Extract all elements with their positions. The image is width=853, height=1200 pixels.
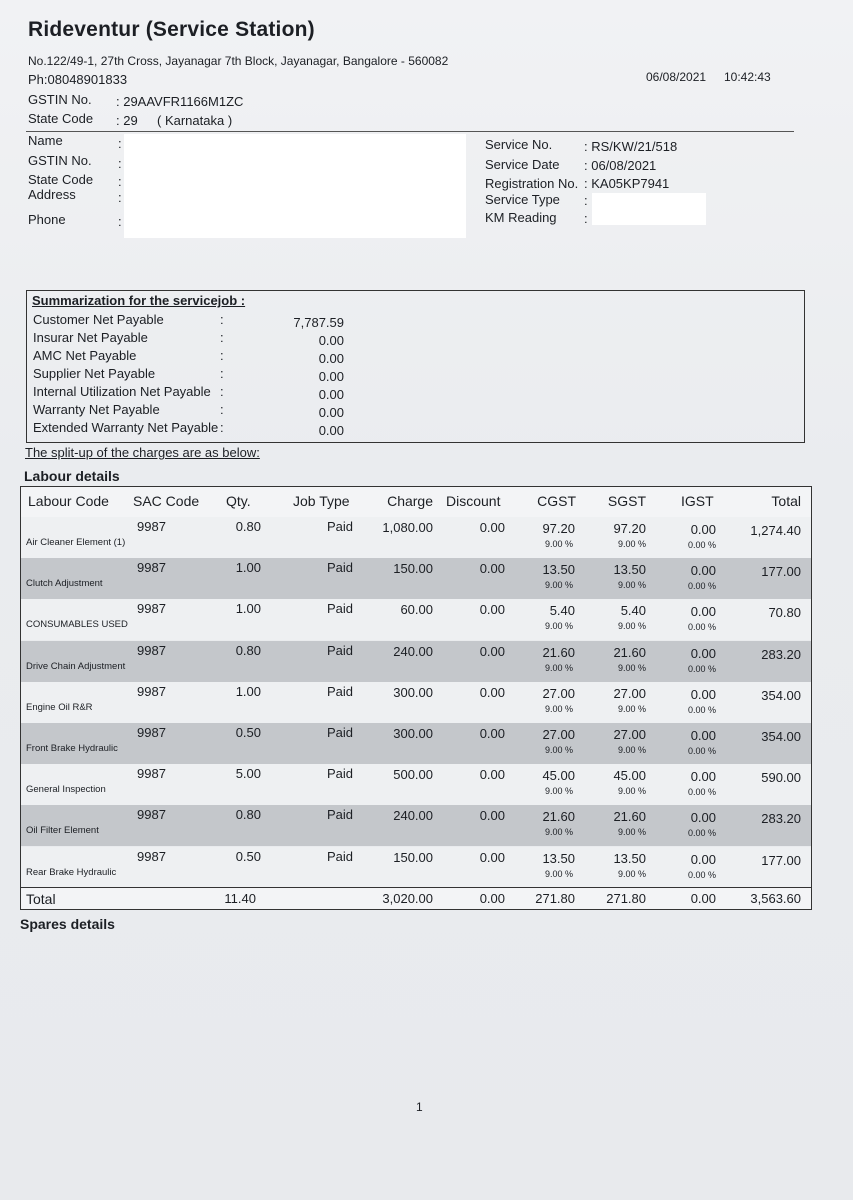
labour-description: Engine Oil R&R bbox=[26, 701, 93, 713]
summary-row-label: Internal Utilization Net Payable bbox=[33, 384, 211, 399]
summary-row-label: Warranty Net Payable bbox=[33, 402, 160, 417]
igst-cell: 0.00 bbox=[690, 810, 716, 826]
charge-cell: 150.00 bbox=[393, 849, 433, 865]
cgst-rate: 9.00 % bbox=[544, 827, 573, 838]
column-header: Total bbox=[771, 493, 801, 509]
km-reading-value: : bbox=[584, 211, 588, 226]
labour-description: Clutch Adjustment bbox=[26, 578, 103, 590]
labour-table-header bbox=[21, 487, 811, 518]
cgst-rate: 9.00 % bbox=[544, 745, 573, 755]
service-type-value: : bbox=[584, 193, 588, 208]
sgst-rate: 9.00 % bbox=[617, 827, 646, 838]
sac-code: 9987 bbox=[137, 560, 166, 576]
sgst-rate: 9.00 % bbox=[617, 745, 646, 755]
sac-code: 9987 bbox=[137, 766, 166, 782]
qty-cell: 1.00 bbox=[235, 683, 261, 699]
sac-code: 9987 bbox=[137, 642, 166, 658]
summary-row-label: Insurar Net Payable bbox=[33, 330, 148, 345]
labour-description: CONSUMABLES USED bbox=[26, 619, 128, 631]
cgst-cell: 45.00 bbox=[542, 768, 575, 784]
summary-row-colon: : bbox=[220, 384, 224, 399]
service-date-label: Service Date bbox=[485, 157, 560, 172]
cgst-rate: 9.00 % bbox=[544, 580, 573, 591]
total-charge: 3,020.00 bbox=[382, 891, 433, 906]
labour-description: Oil Filter Element bbox=[26, 825, 99, 837]
table-row bbox=[21, 599, 811, 640]
cgst-rate: 9.00 % bbox=[544, 539, 573, 549]
labour-description: Front Brake Hydraulic bbox=[26, 743, 118, 754]
cgst-rate: 9.00 % bbox=[544, 868, 573, 879]
summary-row-label: Supplier Net Payable bbox=[33, 366, 156, 381]
cgst-rate: 9.00 % bbox=[544, 703, 573, 714]
colon: : bbox=[118, 156, 122, 171]
labour-details-title: Labour details bbox=[24, 468, 120, 484]
cgst-rate: 9.00 % bbox=[544, 786, 573, 797]
qty-cell: 0.50 bbox=[235, 848, 261, 864]
sgst-rate: 9.00 % bbox=[617, 539, 646, 549]
table-row bbox=[21, 517, 811, 558]
charge-cell: 300.00 bbox=[393, 684, 433, 700]
sgst-rate: 9.00 % bbox=[617, 580, 646, 591]
redacted-customer-details bbox=[124, 134, 466, 238]
charge-cell: 240.00 bbox=[393, 808, 433, 824]
job-type-cell: Paid bbox=[326, 601, 353, 617]
qty-cell: 1.00 bbox=[235, 601, 261, 617]
total-cell: 590.00 bbox=[761, 770, 801, 786]
column-header: Job Type bbox=[293, 493, 350, 509]
job-type-cell: Paid bbox=[326, 683, 353, 699]
table-row bbox=[21, 723, 811, 764]
state-code-label: State Code bbox=[28, 111, 94, 126]
igst-rate: 0.00 % bbox=[687, 869, 716, 880]
service-no-value: : RS/KW/21/518 bbox=[584, 139, 678, 154]
charge-cell: 150.00 bbox=[393, 561, 433, 577]
cgst-cell: 27.00 bbox=[542, 727, 575, 742]
cgst-cell: 27.00 bbox=[542, 685, 575, 701]
sgst-cell: 5.40 bbox=[620, 603, 646, 619]
table-row bbox=[21, 805, 811, 846]
cgst-cell: 13.50 bbox=[542, 850, 575, 866]
summary-title: Summarization for the servicejob : bbox=[32, 293, 246, 308]
sgst-cell: 13.50 bbox=[613, 850, 646, 866]
column-header: Charge bbox=[387, 493, 433, 509]
job-type-cell: Paid bbox=[326, 642, 353, 658]
sac-code: 9987 bbox=[137, 848, 166, 864]
job-type-cell: Paid bbox=[326, 519, 353, 534]
total-cell: 177.00 bbox=[761, 564, 801, 580]
summary-row-colon: : bbox=[220, 420, 224, 435]
cgst-cell: 5.40 bbox=[549, 603, 575, 619]
table-row bbox=[21, 764, 811, 805]
sgst-cell: 45.00 bbox=[613, 768, 646, 784]
labour-table bbox=[20, 486, 812, 910]
km-reading-label: KM Reading bbox=[485, 210, 557, 225]
header-divider bbox=[26, 131, 794, 132]
discount-cell: 0.00 bbox=[479, 849, 505, 865]
split-note: The split-up of the charges are as below: bbox=[25, 445, 260, 460]
total-cell: 283.20 bbox=[761, 646, 801, 662]
summary-row-value: 0.00 bbox=[318, 423, 344, 438]
column-header: Qty. bbox=[226, 493, 251, 509]
total-label: Total bbox=[26, 891, 56, 907]
sgst-cell: 27.00 bbox=[613, 727, 646, 742]
sac-code: 9987 bbox=[137, 725, 166, 740]
total-amount: 3,563.60 bbox=[750, 891, 801, 906]
charge-cell: 60.00 bbox=[400, 602, 433, 618]
igst-rate: 0.00 % bbox=[687, 704, 716, 715]
labour-description: Drive Chain Adjustment bbox=[26, 660, 126, 672]
cgst-cell: 21.60 bbox=[542, 644, 575, 660]
labour-description: Rear Brake Hydraulic bbox=[26, 866, 117, 878]
column-header: SGST bbox=[607, 493, 646, 509]
summary-row-colon: : bbox=[220, 402, 224, 417]
customer-address-label: Address bbox=[28, 187, 76, 202]
total-sgst: 271.80 bbox=[606, 891, 646, 906]
sgst-rate: 9.00 % bbox=[617, 621, 646, 632]
sgst-cell: 97.20 bbox=[613, 521, 646, 536]
column-header: IGST bbox=[681, 493, 714, 509]
igst-cell: 0.00 bbox=[690, 604, 716, 620]
discount-cell: 0.00 bbox=[479, 643, 505, 659]
sgst-cell: 21.60 bbox=[613, 809, 646, 825]
state-code-value: : 29 bbox=[116, 113, 138, 128]
table-row bbox=[21, 682, 811, 723]
igst-cell: 0.00 bbox=[690, 686, 716, 702]
discount-cell: 0.00 bbox=[479, 561, 505, 577]
igst-cell: 0.00 bbox=[690, 728, 716, 743]
labour-description: Air Cleaner Element (1) bbox=[26, 537, 126, 548]
sgst-rate: 9.00 % bbox=[617, 786, 646, 797]
summary-row-value: 0.00 bbox=[318, 387, 344, 402]
job-type-cell: Paid bbox=[326, 725, 353, 740]
qty-cell: 0.80 bbox=[235, 642, 261, 658]
summary-row-colon: : bbox=[220, 348, 224, 363]
igst-rate: 0.00 % bbox=[687, 746, 716, 756]
sac-code: 9987 bbox=[137, 683, 166, 699]
summary-box bbox=[26, 290, 805, 443]
summary-row-colon: : bbox=[220, 312, 224, 327]
redacted-service-details bbox=[592, 193, 706, 225]
customer-name-label: Name bbox=[28, 133, 63, 148]
column-header: SAC Code bbox=[133, 493, 200, 509]
qty-cell: 0.50 bbox=[235, 725, 261, 740]
total-cgst: 271.80 bbox=[535, 891, 575, 906]
summary-row-value: 7,787.59 bbox=[293, 315, 344, 330]
summary-row-value: 0.00 bbox=[318, 351, 344, 366]
qty-cell: 1.00 bbox=[235, 560, 261, 576]
discount-cell: 0.00 bbox=[479, 767, 505, 783]
discount-cell: 0.00 bbox=[479, 684, 505, 700]
qty-cell: 0.80 bbox=[235, 807, 261, 823]
sgst-rate: 9.00 % bbox=[617, 868, 646, 879]
igst-cell: 0.00 bbox=[690, 522, 716, 537]
registration-value: : KA05KP7941 bbox=[584, 176, 670, 191]
total-discount: 0.00 bbox=[479, 891, 505, 906]
total-cell: 354.00 bbox=[761, 687, 801, 703]
page-number: 1 bbox=[416, 1100, 423, 1114]
summary-row-value: 0.00 bbox=[318, 333, 344, 348]
igst-cell: 0.00 bbox=[690, 563, 716, 579]
sac-code: 9987 bbox=[137, 807, 166, 823]
company-name: Rideventur (Service Station) bbox=[28, 18, 315, 41]
service-type-label: Service Type bbox=[485, 192, 560, 207]
igst-cell: 0.00 bbox=[690, 851, 716, 867]
table-row bbox=[21, 847, 811, 888]
customer-gstin-label: GSTIN No. bbox=[28, 153, 92, 168]
total-cell: 283.20 bbox=[761, 811, 801, 827]
job-type-cell: Paid bbox=[326, 560, 353, 576]
invoice-date: 06/08/2021 bbox=[646, 70, 707, 84]
sac-code: 9987 bbox=[137, 519, 166, 534]
igst-rate: 0.00 % bbox=[687, 787, 716, 798]
total-cell: 70.80 bbox=[768, 605, 801, 621]
gstin-value: : 29AAVFR1166M1ZC bbox=[116, 94, 244, 109]
sgst-rate: 9.00 % bbox=[617, 703, 646, 714]
state-name: ( Karnataka ) bbox=[157, 113, 233, 128]
charge-cell: 300.00 bbox=[393, 726, 433, 741]
discount-cell: 0.00 bbox=[479, 602, 505, 618]
charge-cell: 500.00 bbox=[393, 767, 433, 783]
sgst-cell: 21.60 bbox=[613, 644, 646, 660]
igst-rate: 0.00 % bbox=[687, 581, 716, 592]
total-cell: 354.00 bbox=[761, 729, 801, 744]
column-header: Discount bbox=[446, 493, 501, 509]
total-cell: 1,274.40 bbox=[750, 523, 801, 538]
table-row bbox=[21, 641, 811, 682]
igst-rate: 0.00 % bbox=[687, 540, 716, 550]
column-header: CGST bbox=[537, 493, 576, 509]
charge-cell: 240.00 bbox=[393, 643, 433, 659]
column-header: Labour Code bbox=[28, 493, 109, 509]
discount-cell: 0.00 bbox=[479, 726, 505, 741]
job-type-cell: Paid bbox=[326, 807, 353, 823]
qty-cell: 0.80 bbox=[235, 519, 261, 534]
spares-details-title: Spares details bbox=[20, 916, 115, 932]
invoice-time: 10:42:43 bbox=[724, 70, 771, 84]
total-cell: 177.00 bbox=[761, 852, 801, 868]
discount-cell: 0.00 bbox=[479, 520, 505, 535]
job-type-cell: Paid bbox=[326, 848, 353, 864]
igst-cell: 0.00 bbox=[690, 769, 716, 785]
cgst-cell: 13.50 bbox=[542, 562, 575, 578]
total-igst: 0.00 bbox=[690, 891, 716, 906]
sgst-cell: 27.00 bbox=[613, 685, 646, 701]
total-qty: 11.40 bbox=[224, 891, 256, 906]
summary-row-label: AMC Net Payable bbox=[33, 348, 137, 363]
colon: : bbox=[118, 214, 122, 229]
charge-cell: 1,080.00 bbox=[382, 520, 433, 535]
colon: : bbox=[118, 190, 122, 205]
sgst-rate: 9.00 % bbox=[617, 662, 646, 673]
summary-row-value: 0.00 bbox=[318, 405, 344, 420]
customer-state-label: State Code bbox=[28, 172, 94, 187]
customer-phone-label: Phone bbox=[28, 212, 66, 227]
cgst-rate: 9.00 % bbox=[544, 621, 573, 632]
sgst-cell: 13.50 bbox=[613, 562, 646, 578]
colon: : bbox=[118, 136, 122, 151]
igst-rate: 0.00 % bbox=[687, 622, 716, 633]
discount-cell: 0.00 bbox=[479, 808, 505, 824]
company-address: No.122/49-1, 27th Cross, Jayanagar 7th Block, Jayanagar, Bangalore - 560082 bbox=[28, 54, 449, 68]
registration-label: Registration No. bbox=[485, 176, 579, 191]
summary-row-label: Extended Warranty Net Payable bbox=[33, 420, 219, 435]
summary-row-value: 0.00 bbox=[318, 369, 344, 384]
cgst-cell: 97.20 bbox=[542, 521, 575, 536]
cgst-rate: 9.00 % bbox=[544, 662, 573, 673]
summary-row-colon: : bbox=[220, 366, 224, 381]
sac-code: 9987 bbox=[137, 601, 166, 617]
summary-row-colon: : bbox=[220, 330, 224, 345]
summary-row-label: Customer Net Payable bbox=[33, 312, 164, 327]
colon: : bbox=[118, 174, 122, 189]
service-no-label: Service No. bbox=[485, 137, 553, 152]
gstin-label: GSTIN No. bbox=[28, 92, 92, 107]
service-date-value: : 06/08/2021 bbox=[584, 158, 657, 173]
qty-cell: 5.00 bbox=[235, 766, 261, 782]
labour-description: General Inspection bbox=[26, 784, 106, 796]
labour-total-row bbox=[21, 887, 811, 910]
company-phone: Ph:08048901833 bbox=[28, 72, 128, 87]
igst-rate: 0.00 % bbox=[687, 828, 716, 839]
job-type-cell: Paid bbox=[326, 766, 353, 782]
igst-rate: 0.00 % bbox=[687, 663, 716, 674]
cgst-cell: 21.60 bbox=[542, 809, 575, 825]
table-row bbox=[21, 558, 811, 599]
igst-cell: 0.00 bbox=[690, 645, 716, 661]
